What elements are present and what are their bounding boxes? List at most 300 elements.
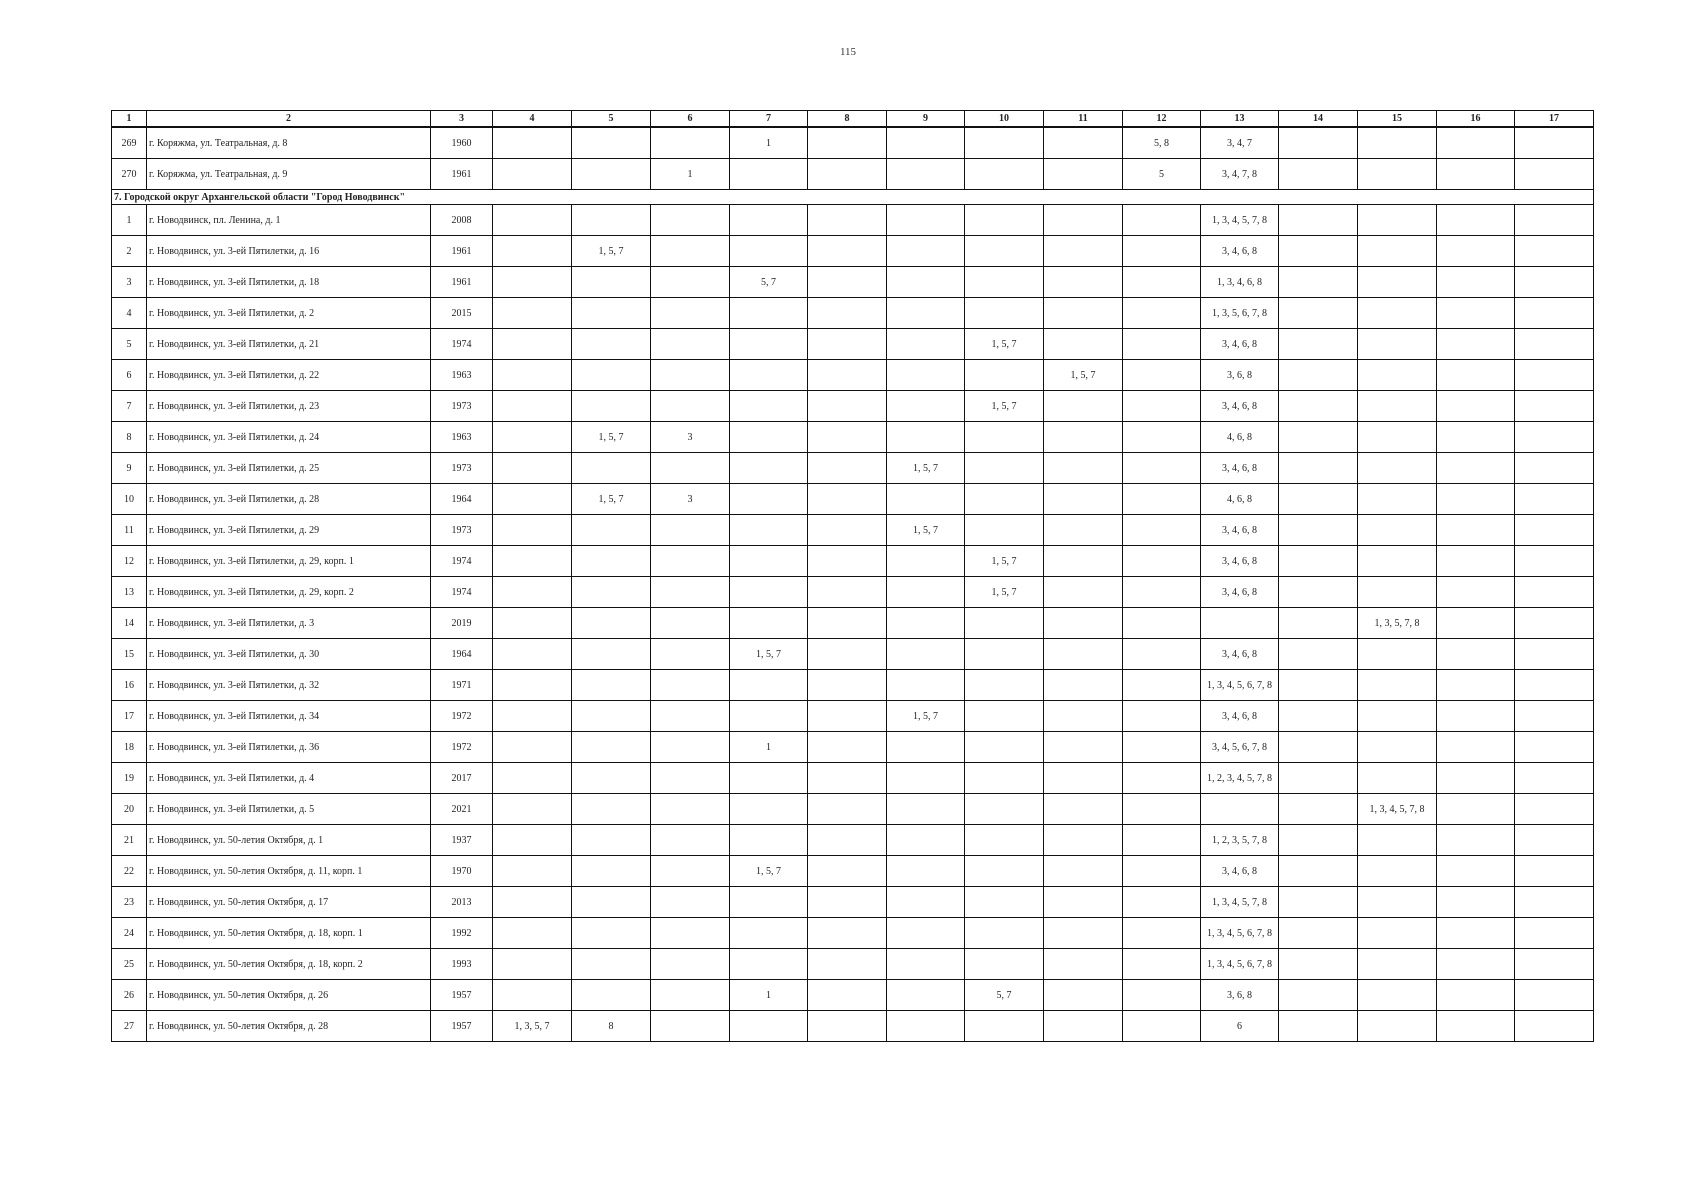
table-cell [730,159,808,190]
table-cell [1515,205,1594,236]
table-cell [887,577,965,608]
table-cell [1279,453,1358,484]
table-cell [730,298,808,329]
table-cell [1515,918,1594,949]
table-cell: 3, 4, 6, 8 [1201,453,1279,484]
table-cell [1044,701,1123,732]
table-row [112,949,1594,980]
table-cell [1515,887,1594,918]
table-cell [1044,1011,1123,1042]
table-cell: 3 [651,484,730,515]
table-cell [808,127,887,159]
column-header: 2 [147,111,431,128]
table-cell [1123,484,1201,515]
address-cell: г. Новодвинск, пл. Ленина, д. 1 [147,205,431,236]
table-cell [493,825,572,856]
table-cell [1358,763,1437,794]
table-cell [572,329,651,360]
table-cell [1279,825,1358,856]
table-cell [965,360,1044,391]
table-cell [1279,391,1358,422]
table-cell [493,267,572,298]
table-row [112,205,1594,236]
table-cell [1437,670,1515,701]
table-cell [1358,127,1437,159]
table-cell [1437,391,1515,422]
address-cell: г. Новодвинск, ул. 3-ей Пятилетки, д. 5 [147,794,431,825]
table-cell [730,391,808,422]
row-number-cell: 20 [112,794,147,825]
table-row [112,298,1594,329]
table-cell [730,515,808,546]
table-cell [808,763,887,794]
table-cell [1044,391,1123,422]
table-cell [1123,422,1201,453]
table-cell [651,577,730,608]
table-cell [1123,577,1201,608]
table-cell [1358,360,1437,391]
table-cell: 3, 4, 6, 8 [1201,391,1279,422]
table-cell [1437,484,1515,515]
table-cell [887,298,965,329]
table-cell [1515,515,1594,546]
table-cell [1044,980,1123,1011]
table-cell [887,732,965,763]
row-number-cell: 19 [112,763,147,794]
row-number-cell: 270 [112,159,147,190]
table-cell: 4, 6, 8 [1201,422,1279,453]
table-cell [1515,639,1594,670]
table-cell [493,205,572,236]
table-cell [1515,127,1594,159]
table-cell [493,236,572,267]
address-cell: г. Новодвинск, ул. 3-ей Пятилетки, д. 16 [147,236,431,267]
table-cell [1358,329,1437,360]
address-cell: г. Новодвинск, ул. 3-ей Пятилетки, д. 29, корп. 1 [147,546,431,577]
table-cell [965,732,1044,763]
address-cell: г. Новодвинск, ул. 50-летия Октября, д. 28 [147,1011,431,1042]
table-cell [887,670,965,701]
row-number-cell: 2 [112,236,147,267]
table-cell [1279,794,1358,825]
table-cell: 1 [730,127,808,159]
table-cell [493,670,572,701]
table-cell [1437,980,1515,1011]
table-cell: 1, 3, 4, 6, 8 [1201,267,1279,298]
table-cell: 3, 4, 7 [1201,127,1279,159]
table-cell: 1, 2, 3, 4, 5, 7, 8 [1201,763,1279,794]
table-cell [1123,546,1201,577]
table-cell: 1, 3, 4, 5, 6, 7, 8 [1201,918,1279,949]
table-cell: 1, 3, 4, 5, 7, 8 [1201,205,1279,236]
table-cell [1437,360,1515,391]
column-header: 12 [1123,111,1201,128]
table-cell [887,763,965,794]
table-cell [572,267,651,298]
table-cell [965,949,1044,980]
address-cell: г. Новодвинск, ул. 3-ей Пятилетки, д. 34 [147,701,431,732]
table-cell [730,1011,808,1042]
table-cell [493,639,572,670]
address-cell: г. Новодвинск, ул. 3-ей Пятилетки, д. 4 [147,763,431,794]
table-cell [1279,267,1358,298]
year-cell: 1970 [431,856,493,887]
table-cell [1044,236,1123,267]
table-cell [572,639,651,670]
table-cell [1358,825,1437,856]
table-cell [730,887,808,918]
table-cell [651,980,730,1011]
table-cell [651,267,730,298]
table-cell [651,360,730,391]
table-cell [965,515,1044,546]
table-cell [651,825,730,856]
table-cell [1123,329,1201,360]
table-cell [887,918,965,949]
table-cell [965,639,1044,670]
table-cell [572,577,651,608]
table-cell: 5, 8 [1123,127,1201,159]
table-cell [651,670,730,701]
table-cell [808,670,887,701]
table-cell [1123,360,1201,391]
table-cell: 1, 3, 5, 7, 8 [1358,608,1437,639]
address-cell: г. Новодвинск, ул. 3-ей Пятилетки, д. 18 [147,267,431,298]
table-cell [1279,732,1358,763]
table-cell [808,732,887,763]
table-cell: 3, 4, 7, 8 [1201,159,1279,190]
address-cell: г. Новодвинск, ул. 3-ей Пятилетки, д. 22 [147,360,431,391]
table-cell [651,639,730,670]
address-cell: г. Новодвинск, ул. 3-ей Пятилетки, д. 29, корп. 2 [147,577,431,608]
table-cell [808,484,887,515]
table-cell [965,127,1044,159]
row-number-cell: 22 [112,856,147,887]
table-cell [1437,856,1515,887]
table-cell [1515,608,1594,639]
address-cell: г. Новодвинск, ул. 50-летия Октября, д. 18, корп. 2 [147,949,431,980]
table-cell [1515,159,1594,190]
table-cell [1044,127,1123,159]
table-cell [1279,949,1358,980]
table-cell [1437,515,1515,546]
page-number: 115 [839,46,857,58]
table-row [112,763,1594,794]
table-cell [1515,360,1594,391]
table-cell [572,918,651,949]
table-cell [730,453,808,484]
table-cell [1358,391,1437,422]
housing-register-table [111,110,1594,1042]
table-cell [1044,267,1123,298]
table-cell [887,949,965,980]
table-cell [651,546,730,577]
table-cell [1123,1011,1201,1042]
table-cell [730,949,808,980]
table-cell [1123,298,1201,329]
table-cell [730,701,808,732]
table-cell [572,159,651,190]
table-cell [493,329,572,360]
table-cell [965,608,1044,639]
table-cell [1279,236,1358,267]
column-header: 15 [1358,111,1437,128]
table-cell: 4, 6, 8 [1201,484,1279,515]
table-cell [572,794,651,825]
table-cell [651,887,730,918]
table-cell [651,701,730,732]
row-number-cell: 17 [112,701,147,732]
table-cell [1515,577,1594,608]
row-number-cell: 12 [112,546,147,577]
table-cell [572,360,651,391]
address-cell: г. Новодвинск, ул. 50-летия Октября, д. 18, корп. 1 [147,918,431,949]
table-cell [493,515,572,546]
table-cell [1358,980,1437,1011]
table-row [112,856,1594,887]
table-cell [572,949,651,980]
table-cell [1515,670,1594,701]
row-number-cell: 5 [112,329,147,360]
table-cell [965,918,1044,949]
table-cell [1358,639,1437,670]
table-cell [1279,484,1358,515]
table-cell [1123,794,1201,825]
table-cell [1358,298,1437,329]
table-cell: 1, 5, 7 [965,577,1044,608]
table-cell [1515,236,1594,267]
table-cell [651,391,730,422]
table-cell: 1 [730,980,808,1011]
table-body [112,127,1594,1042]
table-cell: 1, 3, 4, 5, 6, 7, 8 [1201,670,1279,701]
table-cell [887,546,965,577]
address-cell: г. Новодвинск, ул. 50-летия Октября, д. 1 [147,825,431,856]
table-cell [965,856,1044,887]
year-cell: 2008 [431,205,493,236]
table-cell: 3, 4, 6, 8 [1201,236,1279,267]
table-cell [493,856,572,887]
table-cell [1279,515,1358,546]
table-cell [808,980,887,1011]
year-cell: 1961 [431,236,493,267]
table-cell [493,887,572,918]
table-cell [887,360,965,391]
table-cell: 1, 3, 5, 6, 7, 8 [1201,298,1279,329]
year-cell: 1961 [431,159,493,190]
column-header: 5 [572,111,651,128]
table-cell: 1, 3, 4, 5, 7, 8 [1201,887,1279,918]
table-cell [572,825,651,856]
table-cell [730,763,808,794]
table-cell [1358,577,1437,608]
table-cell [1279,980,1358,1011]
row-number-cell: 27 [112,1011,147,1042]
table-cell [1044,732,1123,763]
table-cell [730,794,808,825]
table-cell [808,639,887,670]
table-cell [1044,856,1123,887]
table-cell [1358,267,1437,298]
table-cell [1279,360,1358,391]
row-number-cell: 1 [112,205,147,236]
table-cell [493,577,572,608]
table-cell: 1, 5, 7 [965,391,1044,422]
table-cell [1044,515,1123,546]
table-cell [1437,236,1515,267]
table-cell [808,159,887,190]
table-cell [887,484,965,515]
table-cell [1437,298,1515,329]
column-header: 17 [1515,111,1594,128]
table-cell [1358,453,1437,484]
table-cell [887,236,965,267]
table-cell [887,267,965,298]
table-cell [1123,825,1201,856]
table-cell [808,825,887,856]
table-row [112,887,1594,918]
table-cell [1044,484,1123,515]
table-row [112,825,1594,856]
table-row [112,639,1594,670]
table-row [112,701,1594,732]
row-number-cell: 269 [112,127,147,159]
table-cell [1515,825,1594,856]
table-row [112,236,1594,267]
table-cell [572,515,651,546]
table-cell [1515,546,1594,577]
column-header: 13 [1201,111,1279,128]
table-cell [1044,453,1123,484]
table-cell [1358,422,1437,453]
table-cell [1123,236,1201,267]
table-cell [493,546,572,577]
address-cell: г. Новодвинск, ул. 3-ей Пятилетки, д. 32 [147,670,431,701]
table-cell [1123,856,1201,887]
table-cell [1358,732,1437,763]
table-row [112,422,1594,453]
table-cell [1515,856,1594,887]
column-header: 16 [1437,111,1515,128]
table-cell [965,422,1044,453]
table-cell [965,298,1044,329]
table-cell: 3, 4, 6, 8 [1201,639,1279,670]
table-cell [1437,577,1515,608]
table-cell [572,298,651,329]
row-number-cell: 24 [112,918,147,949]
table-cell [1279,608,1358,639]
table-cell: 5, 7 [965,980,1044,1011]
table-cell: 1, 3, 4, 5, 7, 8 [1358,794,1437,825]
table-cell [808,391,887,422]
table-cell [1437,825,1515,856]
table-cell: 1, 5, 7 [572,484,651,515]
table-cell [1044,159,1123,190]
table-cell [887,887,965,918]
table-cell [1044,205,1123,236]
table-cell [1279,701,1358,732]
table-cell [651,515,730,546]
table-cell [808,918,887,949]
table-cell [887,608,965,639]
table-cell [1437,732,1515,763]
table-cell [887,159,965,190]
address-cell: г. Новодвинск, ул. 3-ей Пятилетки, д. 28 [147,484,431,515]
table-cell [651,949,730,980]
table-cell: 3, 4, 5, 6, 7, 8 [1201,732,1279,763]
section-title: 7. Городской округ Архангельской области "Город Новодвинск" [112,190,1594,205]
table-cell [493,484,572,515]
table-cell [965,205,1044,236]
table-cell [1123,949,1201,980]
table-cell [1437,329,1515,360]
row-number-cell: 13 [112,577,147,608]
column-header: 4 [493,111,572,128]
address-cell: г. Новодвинск, ул. 3-ей Пятилетки, д. 23 [147,391,431,422]
table-cell [1437,887,1515,918]
table-cell [808,236,887,267]
table-cell [887,980,965,1011]
year-cell: 1963 [431,360,493,391]
column-header: 7 [730,111,808,128]
table-cell [1437,267,1515,298]
table-row [112,329,1594,360]
table-cell [1279,329,1358,360]
row-number-cell: 25 [112,949,147,980]
table-cell [965,484,1044,515]
row-number-cell: 9 [112,453,147,484]
table-cell [887,422,965,453]
table-cell [1358,546,1437,577]
table-row [112,453,1594,484]
year-cell: 1974 [431,329,493,360]
table-cell: 8 [572,1011,651,1042]
table-cell [572,391,651,422]
table-cell [1515,422,1594,453]
address-cell: г. Новодвинск, ул. 3-ей Пятилетки, д. 2 [147,298,431,329]
table-cell [965,236,1044,267]
table-cell: 3, 4, 6, 8 [1201,701,1279,732]
table-cell [965,763,1044,794]
table-cell [1515,980,1594,1011]
table-row [112,546,1594,577]
table-cell [808,453,887,484]
table-cell [1044,918,1123,949]
table-cell: 1, 5, 7 [887,701,965,732]
table-cell [965,267,1044,298]
table-cell [1358,670,1437,701]
table-cell [1358,484,1437,515]
table-cell: 5, 7 [730,267,808,298]
year-cell: 1957 [431,980,493,1011]
row-number-cell: 8 [112,422,147,453]
table-cell [1358,949,1437,980]
table-cell [572,856,651,887]
table-cell [1515,267,1594,298]
table-row [112,577,1594,608]
table-cell [1279,670,1358,701]
year-cell: 1963 [431,422,493,453]
table-cell [493,918,572,949]
table-cell [651,205,730,236]
column-header: 14 [1279,111,1358,128]
table-row [112,794,1594,825]
row-number-cell: 16 [112,670,147,701]
table-cell [730,329,808,360]
table-cell [1123,267,1201,298]
table-cell [808,515,887,546]
table-cell: 1, 3, 4, 5, 6, 7, 8 [1201,949,1279,980]
